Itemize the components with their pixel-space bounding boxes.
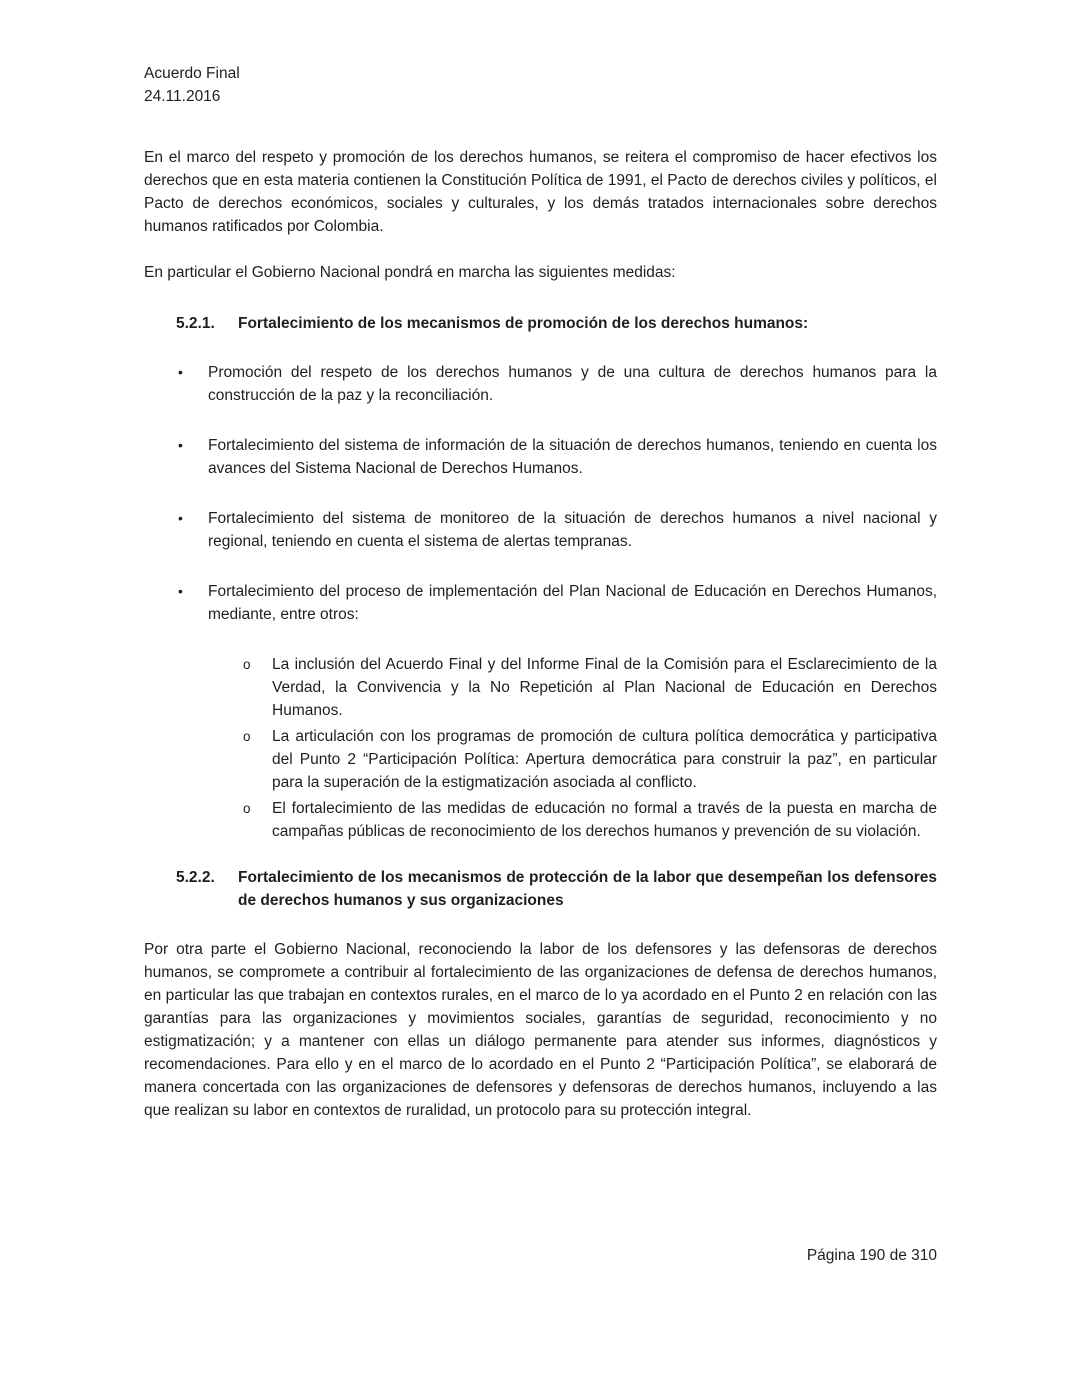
bullet-marker-icon: •: [178, 437, 183, 453]
closing-paragraph: Por otra parte el Gobierno Nacional, reconociendo la labor de los defensores y las defensoras de derechos humanos, se compromete a contribuir al fortalecimiento de las organizaciones de defensa de derechos humanos, en particular las que trabajan en contextos rurales, en el marco de lo ya acordado en el Punto 2 en relación con las garantías para las organizaciones y movimientos sociales, garantías de seguridad, reconocimiento y no estigmatización; y a mantener con ellas un diálogo permanente para atender sus informes, diagnósticos y recomendaciones. Para ello y en el marco de lo acordado en el Punto 2 “Participación Política”, se elaborará de manera concertada con las organizaciones de defensores y defensoras de derechos humanos, incluyendo a las que realizan su labor en contextos de ruralidad, un protocolo para su protección integral.: [144, 941, 937, 1119]
document-date: 24.11.2016: [144, 88, 221, 105]
sub-bullet-text: El fortalecimiento de las medidas de educación no formal a través de la puesta en marcha de campañas públicas de reconocimiento de los derechos humanos y prevención de su violación.: [272, 800, 937, 840]
bullet-text: Fortalecimiento del sistema de información de la situación de derechos humanos, teniendo en cuenta los avances del Sistema Nacional de Derechos Humanos.: [208, 437, 937, 477]
section-521-heading: [144, 312, 937, 335]
bullet-text: Promoción del respeto de los derechos humanos y de una cultura de derechos humanos para la construcción de la paz y la reconciliación.: [208, 364, 937, 404]
bullet-item: [144, 434, 937, 480]
bullet-text: Fortalecimiento del sistema de monitoreo de la situación de derechos humanos a nivel nacional y regional, teniendo en cuenta el sistema de alertas tempranas.: [208, 510, 937, 550]
section-522-title: Fortalecimiento de los mecanismos de protección de la labor que desempeñan los defensores de derechos humanos y sus organizaciones: [238, 869, 937, 909]
section-522-heading: [144, 866, 937, 912]
sub-bullet-item: [144, 725, 937, 794]
sub-bullet-text: La articulación con los programas de promoción de cultura política democrática y participativa del Punto 2 “Participación Política: Apertura democrática para construir la paz”, en particular para la superación de la estigmatización asociada al conflicto.: [272, 728, 937, 791]
bullet-marker-icon: •: [178, 364, 183, 380]
section-521-sub-bullet-list: [144, 653, 937, 843]
bullet-marker-icon: •: [178, 583, 183, 599]
section-521-bullet-list: [144, 361, 937, 626]
sub-bullet-item: [144, 653, 937, 722]
bullet-text: Fortalecimiento del proceso de implementación del Plan Nacional de Educación en Derechos Humanos, mediante, entre otros:: [208, 583, 937, 623]
circle-marker-icon: o: [243, 729, 251, 744]
bullet-marker-icon: •: [178, 510, 183, 526]
document-title: Acuerdo Final: [144, 65, 240, 82]
measures-lead-paragraph: En particular el Gobierno Nacional pondrá en marcha las siguientes medidas:: [144, 264, 676, 281]
bullet-item: [144, 361, 937, 407]
page-footer: [807, 1244, 937, 1267]
circle-marker-icon: o: [243, 657, 251, 672]
section-521-title: Fortalecimiento de los mecanismos de promoción de los derechos humanos:: [238, 315, 809, 332]
circle-marker-icon: o: [243, 801, 251, 816]
section-521-number: 5.2.1.: [176, 315, 215, 332]
page-indicator: Página 190 de 310: [806, 1247, 937, 1264]
document-header: [144, 62, 937, 108]
sub-bullet-item: [144, 797, 937, 843]
intro-paragraph: En el marco del respeto y promoción de los derechos humanos, se reitera el compromiso de hacer efectivos los derechos que en esta materia contienen la Constitución Política de 1991, el Pacto de derechos civiles y políticos, el Pacto de derechos económicos, sociales y culturales, y los demás tratados internacionales sobre derechos humanos ratificados por Colombia.: [144, 149, 937, 235]
bullet-item: [144, 580, 937, 626]
bullet-item: [144, 507, 937, 553]
section-522-number: 5.2.2.: [176, 869, 215, 886]
sub-bullet-text: La inclusión del Acuerdo Final y del Informe Final de la Comisión para el Esclarecimiento de la Verdad, la Convivencia y la No Repetición al Plan Nacional de Educación en Derechos Humanos.: [272, 656, 937, 719]
